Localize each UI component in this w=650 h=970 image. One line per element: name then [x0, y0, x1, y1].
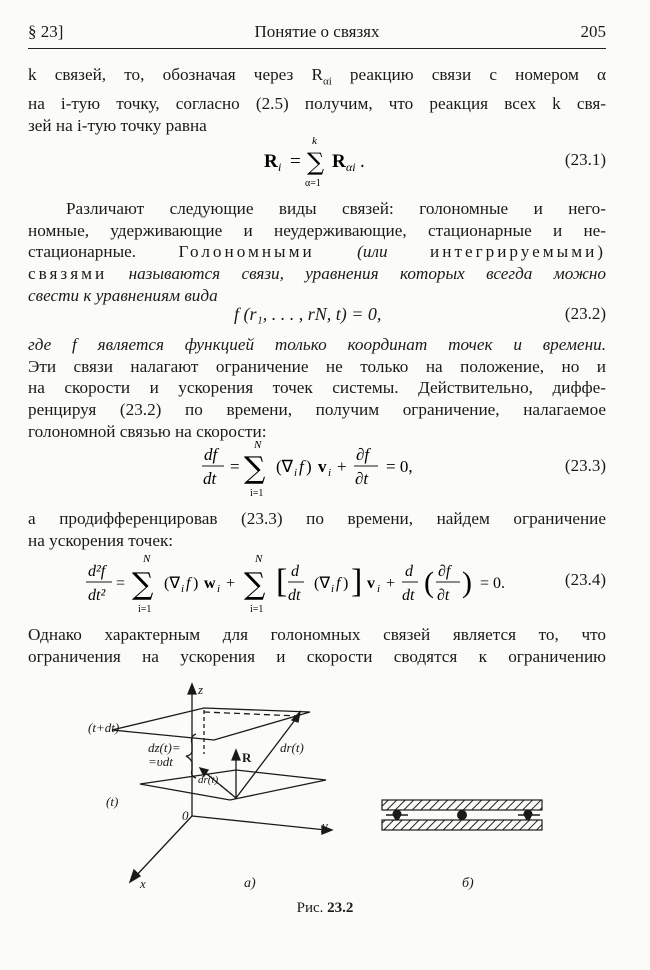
text-line: Однако характерным для голономных связей является то, что	[28, 625, 606, 644]
figure-caption	[0, 900, 650, 917]
eq1-sub: i	[278, 160, 282, 174]
text-line: ограничения на ускорения и скорости сводятся к ограничению	[28, 646, 606, 666]
eq4-lparen: (	[424, 566, 434, 599]
page-header	[28, 22, 606, 48]
paragraph-4	[28, 508, 606, 551]
equation-23-1	[28, 134, 606, 190]
figure-drawing	[0, 670, 650, 910]
eq1-sum-top: k	[312, 135, 317, 147]
label-x: x	[140, 876, 146, 891]
eq4-rparen2: )	[343, 575, 349, 592]
eq3-sum-sign: ∑	[244, 451, 266, 486]
eq4-grad2-sub: i	[331, 583, 335, 595]
eq3-v-sub: i	[328, 467, 332, 479]
text-line: номные, удерживающие и неудерживающие, стационарные и не-	[28, 220, 606, 240]
running-title: Понятие о связях	[254, 22, 380, 41]
eq4-d2: d	[405, 563, 413, 580]
figure-23-2	[0, 670, 650, 970]
label-a: а)	[244, 876, 256, 891]
label-dr: dr(t)	[280, 740, 304, 755]
eq3-rparen: )	[306, 457, 312, 476]
eq4-pf: ∂f	[438, 563, 451, 580]
text-line: на скорости и ускорения точек системы. Действительно, диффе-	[28, 378, 606, 398]
label-t-dt: (t+dt)	[88, 720, 120, 735]
label-y: y	[322, 818, 328, 833]
dz-brace	[186, 734, 196, 778]
eq4-lbracket: [	[276, 563, 288, 600]
eq4-zero: = 0.	[480, 575, 506, 592]
eq4-w-sub: i	[217, 583, 221, 595]
x-axis	[134, 816, 192, 878]
eq2-formula: f (r₁, . . . , rN, t) = 0,	[234, 304, 382, 324]
reaction-arrow	[232, 750, 240, 760]
eq4-dt2: dt²	[88, 587, 106, 604]
eq1-equals: =	[290, 151, 301, 172]
eq1-sum-sign: ∑	[307, 148, 325, 176]
eq3-sum-top: N	[254, 439, 262, 451]
text-line: на i-тую точку, согласно (2.5) получим, что реакция всех k свя-	[28, 94, 606, 114]
eq4-dt: dt	[288, 587, 301, 604]
paragraph-5	[28, 624, 606, 667]
eq1-lhs: R	[264, 151, 278, 172]
text-line: зей на i-тую точку равна	[28, 115, 207, 135]
z-axis-arrow	[188, 684, 196, 694]
dashed-top	[204, 712, 298, 716]
plane-t-dt	[112, 708, 310, 740]
equation-23-3	[28, 436, 606, 502]
eq3-plus: +	[337, 457, 347, 476]
eq3-dt: dt	[203, 469, 217, 488]
eq3-zero: = 0,	[386, 457, 413, 476]
eq4-d: d	[291, 563, 299, 580]
page-number: 205	[580, 22, 606, 41]
eq4-sum1-sign: ∑	[132, 567, 154, 602]
eq3-grad: (∇	[276, 457, 294, 476]
eq1-term-sub: αi	[346, 160, 356, 174]
eq4-w: w	[204, 575, 216, 592]
equation-number: (23.1)	[564, 150, 606, 169]
caption-number: 23.2	[327, 900, 354, 916]
eq3-sum-bottom: i=1	[250, 488, 264, 499]
eq3-df-partial: ∂f	[356, 445, 370, 464]
eq4-sum1-top: N	[143, 553, 151, 565]
text-line: на ускорения точек:	[28, 530, 174, 550]
y-axis	[192, 816, 326, 830]
text-line: Различают следующие виды связей: голономные и него-	[66, 199, 606, 218]
equation-23-1-formula	[28, 134, 606, 190]
equation-23-3-formula	[28, 436, 606, 502]
eq4-grad1-sub: i	[181, 583, 185, 595]
text-line: стационарные. Голономными (или интегрируемыми)	[28, 242, 607, 262]
equation-number: (23.3)	[564, 456, 606, 475]
rail-bottom	[382, 820, 542, 830]
text-line: а продифференцировав (23.3) по времени, найдем ограничение	[28, 509, 606, 528]
eq4-d2f: d²f	[88, 563, 106, 580]
text-line: свести к уравнениям вида	[28, 285, 218, 305]
label-z: z	[198, 682, 204, 697]
header-rule	[28, 48, 606, 49]
text-line: голономной связью на скорости:	[28, 421, 267, 441]
rail-top	[382, 800, 542, 810]
text-line: где f является функцией только координат точек и времени.	[28, 335, 606, 354]
eq4-f1: f	[186, 575, 191, 592]
eq4-pt: ∂t	[437, 587, 450, 604]
eq3-v: v	[318, 457, 327, 476]
label-origin: 0	[182, 808, 189, 823]
eq4-equals: =	[116, 575, 126, 592]
eq4-f2: f	[336, 575, 341, 592]
eq4-plus2: +	[386, 575, 396, 592]
eq1-tail: .	[360, 151, 365, 172]
text-line: k связей, то, обозначая через $R_{\alpha i}$ реакцию связи с номером α	[28, 65, 606, 88]
eq4-rbracket: ]	[351, 563, 363, 600]
eq4-v-sub: i	[377, 583, 381, 595]
eq4-v: v	[367, 575, 375, 592]
eq1-sum-bottom: α=1	[305, 178, 321, 189]
rails-figure	[382, 800, 542, 830]
eq3-grad-sub: i	[294, 467, 298, 479]
label-dz: dz(t)=	[148, 740, 181, 755]
equation-number: (23.4)	[564, 570, 606, 589]
equation-23-4-formula	[28, 550, 606, 616]
label-dr-small: dr(t)	[198, 774, 219, 786]
eq4-sum2-top: N	[255, 553, 263, 565]
eq4-sum1-bottom: i=1	[138, 604, 152, 615]
rail-roller-mid	[457, 810, 467, 820]
eq4-rparen1: )	[193, 575, 199, 592]
label-b: б)	[462, 876, 474, 891]
eq3-equals: =	[230, 457, 240, 476]
paragraph-2	[28, 198, 606, 307]
label-t: (t)	[106, 794, 119, 809]
eq4-grad1: (∇	[164, 575, 181, 592]
eq4-sum2-sign: ∑	[244, 567, 266, 602]
eq3-f: f	[299, 457, 304, 476]
eq1-term: R	[332, 151, 346, 172]
eq4-grad2: (∇	[314, 575, 331, 592]
caption-prefix: Рис.	[296, 900, 324, 916]
equation-23-4	[28, 550, 606, 616]
section-ref: § 23]	[28, 22, 64, 41]
x-axis-arrow	[130, 870, 140, 882]
equation-number: (23.2)	[564, 304, 606, 323]
text-line: ренцируя (23.2) по времени, получим ограничение, налагаемое	[28, 400, 606, 420]
eq4-sum2-bottom: i=1	[250, 604, 264, 615]
eq4-plus1: +	[226, 575, 236, 592]
eq4-rparen: )	[462, 566, 472, 599]
paragraph-3	[28, 334, 606, 443]
eq3-df: df	[204, 445, 218, 464]
text-line: связями называются связи, уравнения которых всегда можно	[28, 264, 606, 284]
text-line: Эти связи налагают ограничение не только на положение, но и	[28, 356, 606, 376]
label-R: R	[242, 750, 252, 765]
eq4-dt-b: dt	[402, 587, 415, 604]
paragraph-1	[28, 64, 606, 137]
eq3-dt-partial: ∂t	[355, 469, 369, 488]
label-vdt: =υdt	[148, 754, 173, 769]
